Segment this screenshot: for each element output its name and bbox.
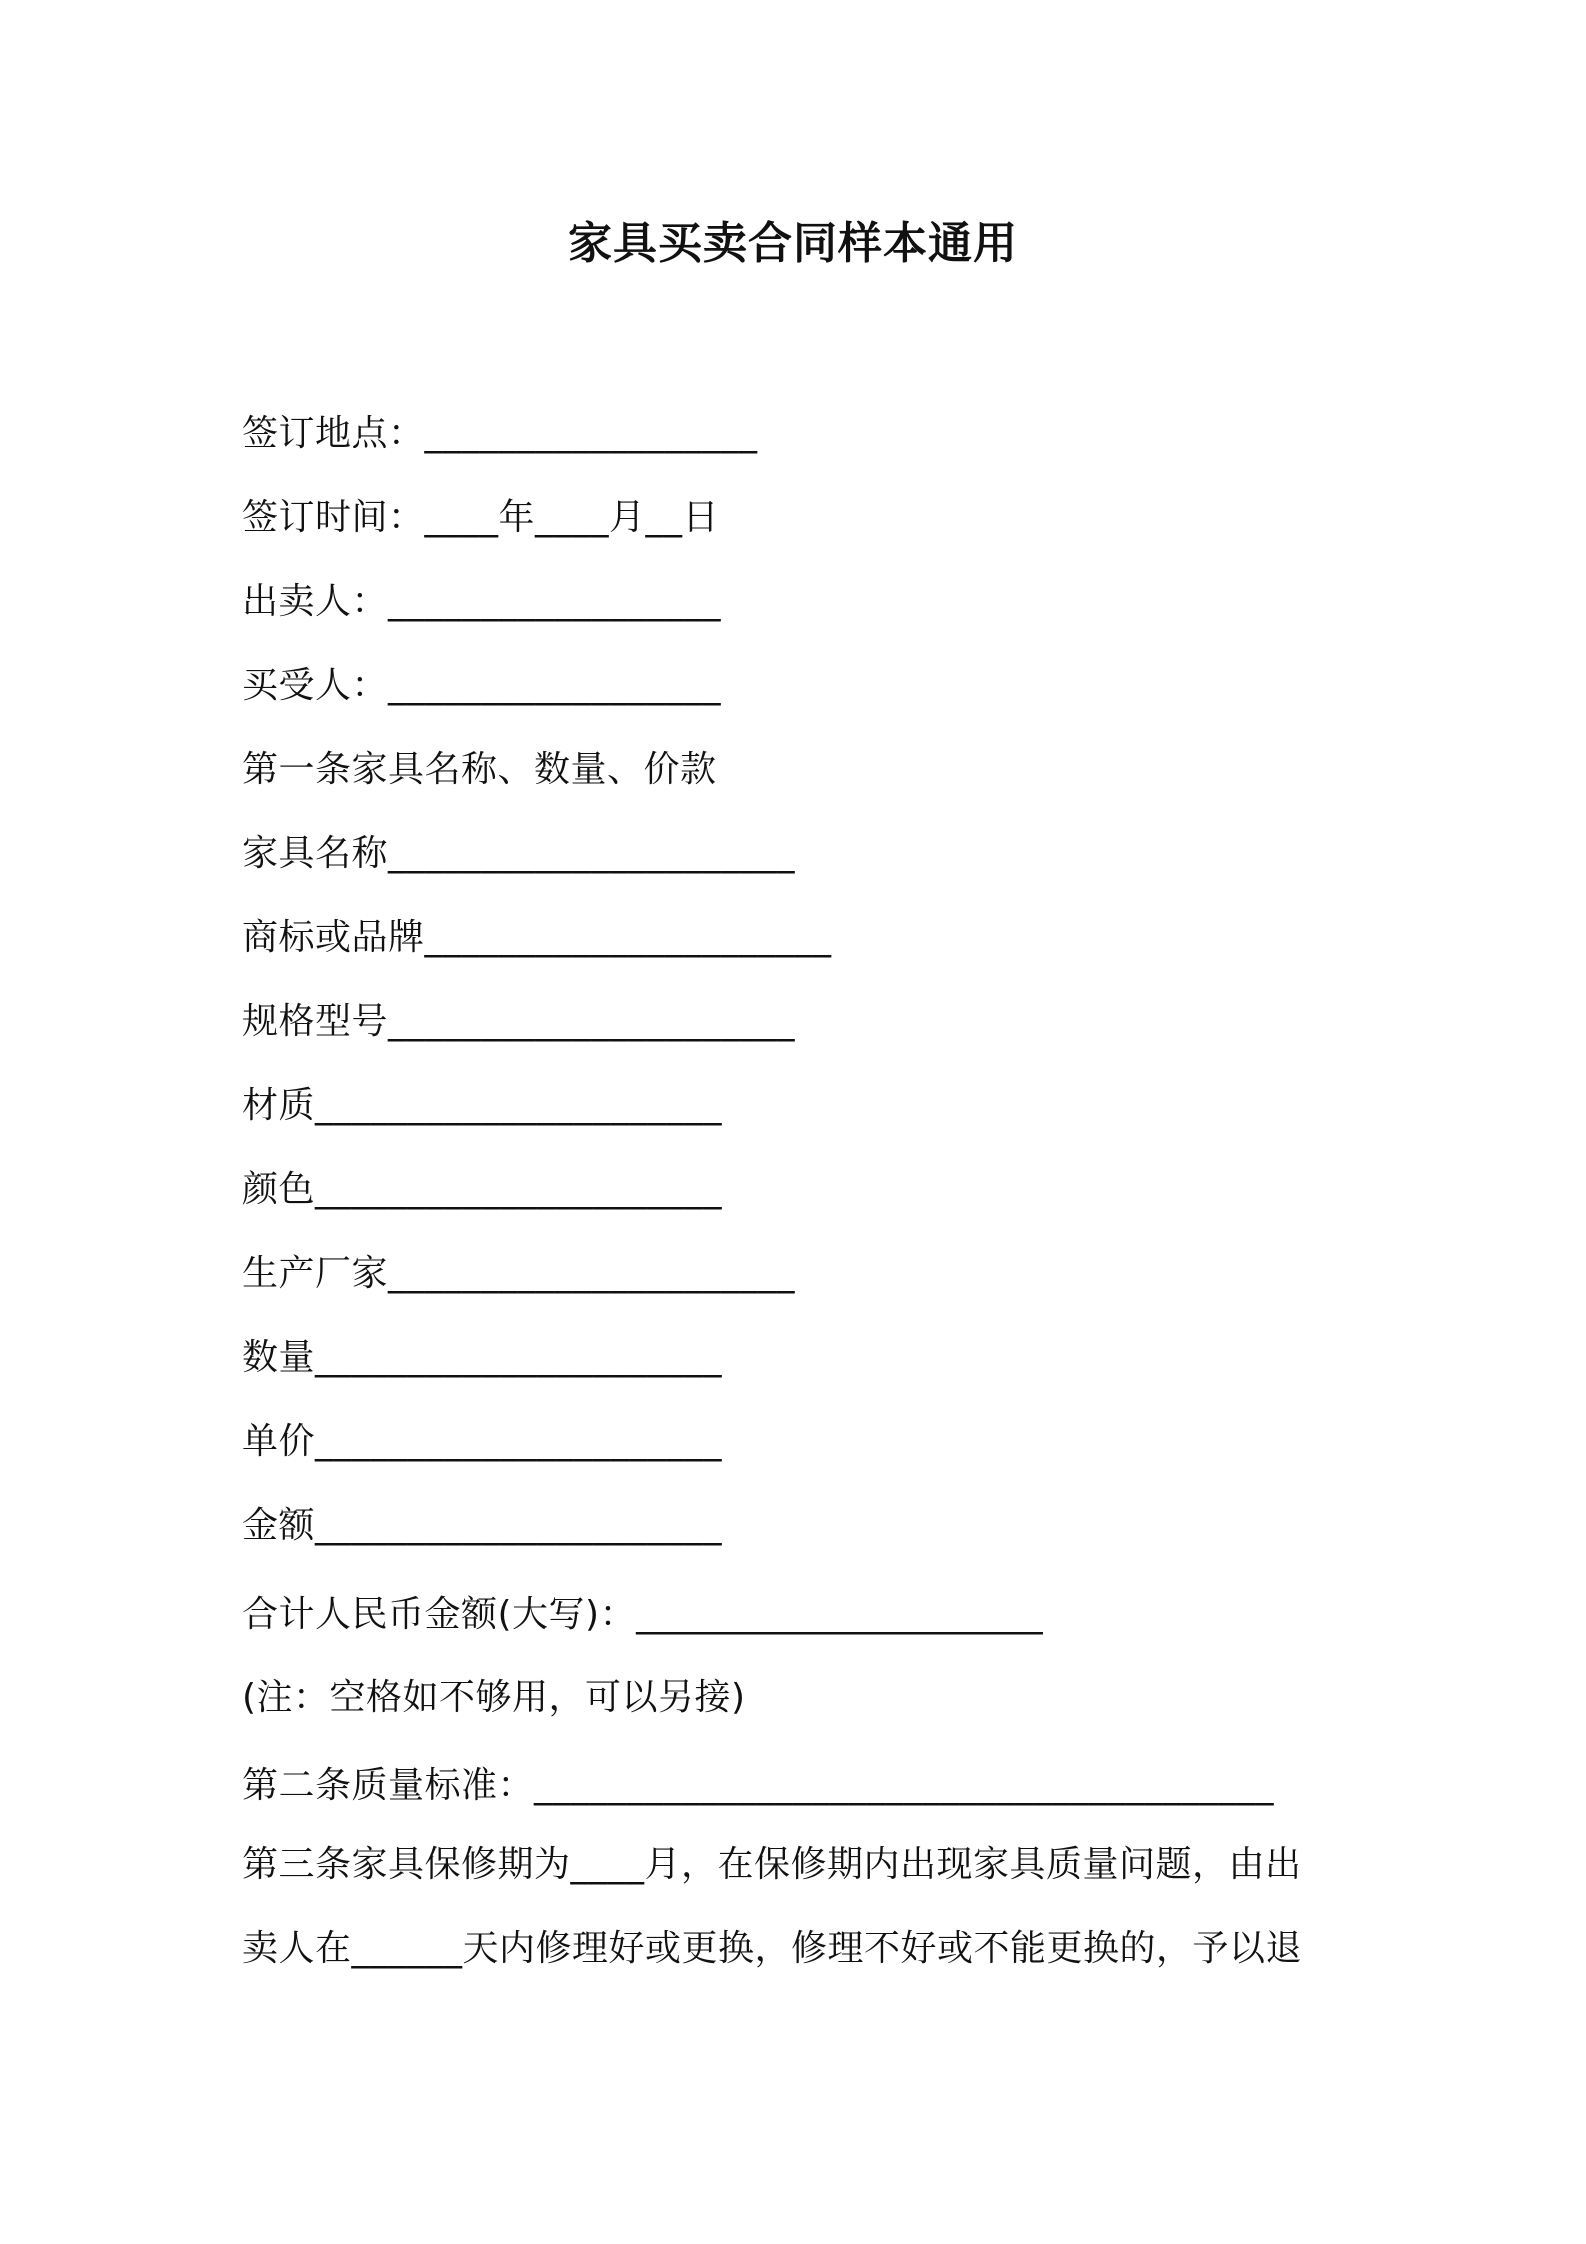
manufacturer-line: 生产厂家______________________ — [242, 1253, 796, 1294]
article-1-heading: 第一条家具名称、数量、价款 — [242, 749, 717, 790]
total-amount-line: 合计人民币金额(大写)：______________________ — [242, 1594, 1044, 1635]
signing-time-line: 签订时间：____年____月__日 — [242, 497, 720, 538]
model-line: 规格型号______________________ — [242, 1001, 796, 1042]
signing-place-line: 签订地点：__________________ — [242, 413, 758, 454]
article-3-line-2: 卖人在______天内修理好或更换，修理不好或不能更换的，予以退 — [242, 1928, 1303, 1969]
unit-price-line: 单价______________________ — [242, 1421, 723, 1462]
amount-line: 金额______________________ — [242, 1505, 723, 1546]
buyer-line: 买受人：__________________ — [242, 665, 722, 706]
quantity-line: 数量______________________ — [242, 1337, 723, 1378]
article-2-line: 第二条质量标准：________________________________________ — [242, 1765, 1275, 1806]
note-line: (注：空格如不够用，可以另接) — [242, 1677, 746, 1718]
color-line: 颜色______________________ — [242, 1169, 723, 1210]
furniture-name-line: 家具名称______________________ — [242, 833, 796, 874]
brand-line: 商标或品牌______________________ — [242, 917, 832, 958]
document-title: 家具买卖合同样本通用 — [568, 218, 1018, 269]
material-line: 材质______________________ — [242, 1085, 723, 1126]
seller-line: 出卖人：__________________ — [242, 581, 722, 622]
article-3-line-1: 第三条家具保修期为____月，在保修期内出现家具质量问题，由出 — [242, 1844, 1302, 1885]
